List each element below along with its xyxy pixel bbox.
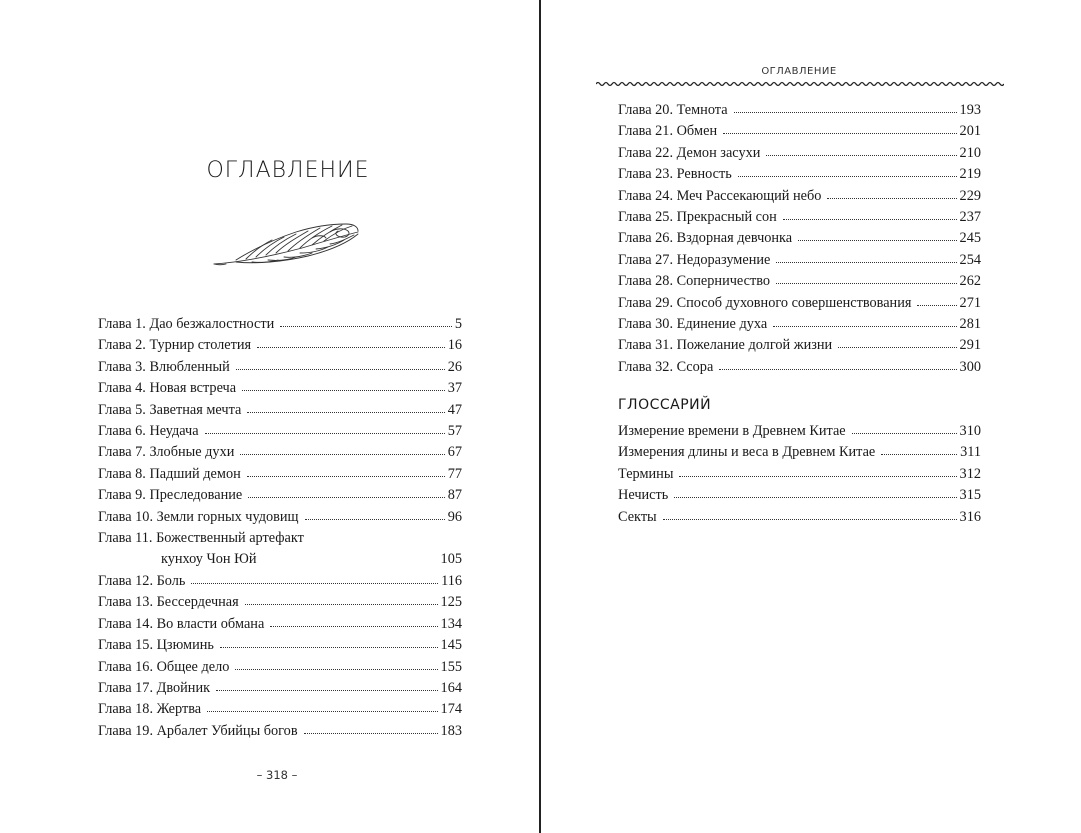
feather-icon bbox=[212, 218, 362, 278]
entry-label: Глава 25. Прекрасный сон bbox=[618, 209, 777, 226]
entry-label: Глава 15. Цзюминь bbox=[98, 637, 214, 654]
entry-label: Глава 9. Преследование bbox=[98, 487, 243, 504]
entry-label-continued: кунхоу Чон Юй bbox=[161, 551, 257, 568]
toc-entry[interactable] bbox=[98, 421, 462, 442]
leader-dots bbox=[304, 723, 438, 735]
toc-entry[interactable] bbox=[618, 271, 981, 292]
entry-label: Глава 23. Ревность bbox=[618, 166, 732, 183]
toc-entry[interactable] bbox=[618, 357, 981, 378]
entry-page: 245 bbox=[959, 230, 981, 247]
toc-entry[interactable] bbox=[98, 335, 462, 356]
leader-dots bbox=[852, 423, 957, 435]
toc-entry[interactable] bbox=[98, 507, 462, 528]
leader-dots bbox=[734, 102, 957, 114]
entry-page: 271 bbox=[959, 294, 981, 311]
entry-label: Глава 24. Меч Рассекающий небо bbox=[618, 187, 822, 204]
toc-entry[interactable] bbox=[618, 186, 981, 207]
entry-page: 262 bbox=[959, 273, 981, 290]
entry-label: Глава 12. Боль bbox=[98, 572, 186, 589]
leader-dots bbox=[663, 509, 957, 521]
entry-page: 281 bbox=[959, 316, 981, 333]
leader-dots bbox=[838, 337, 956, 349]
toc-entry[interactable] bbox=[618, 228, 981, 249]
entry-label: Глава 32. Ссора bbox=[618, 358, 714, 375]
right-page bbox=[541, 0, 1081, 833]
leader-dots bbox=[719, 359, 956, 371]
entry-label: Глава 28. Соперничество bbox=[618, 273, 771, 290]
entry-label: Глава 29. Способ духовного совершенствования bbox=[618, 294, 912, 311]
entry-page: 193 bbox=[959, 102, 981, 118]
leader-dots bbox=[917, 295, 956, 307]
toc-entry[interactable] bbox=[98, 442, 462, 463]
entry-page: 116 bbox=[441, 572, 462, 589]
entry-label: Секты bbox=[618, 508, 657, 525]
toc-entry[interactable] bbox=[98, 528, 462, 571]
entry-page: 311 bbox=[960, 444, 981, 461]
leader-dots bbox=[776, 273, 957, 285]
leader-dots bbox=[205, 423, 445, 435]
toc-entry[interactable] bbox=[618, 100, 981, 121]
entry-label: Глава 26. Вздорная девчонка bbox=[618, 230, 793, 247]
glossary-list bbox=[618, 421, 981, 528]
entry-label: Глава 3. Влюбленный bbox=[98, 358, 230, 375]
toc-entry[interactable] bbox=[618, 207, 981, 228]
toc-entry[interactable] bbox=[98, 592, 462, 613]
toc-entry[interactable] bbox=[98, 357, 462, 378]
entry-page: 77 bbox=[447, 465, 462, 482]
leader-dots bbox=[766, 145, 956, 157]
entry-page: 316 bbox=[959, 508, 981, 525]
entry-label: Глава 6. Неудача bbox=[98, 423, 199, 440]
entry-label: Глава 19. Арбалет Убийцы богов bbox=[98, 722, 298, 739]
entry-label: Глава 27. Недоразумение bbox=[618, 251, 771, 268]
leader-dots bbox=[305, 509, 445, 521]
leader-dots bbox=[247, 402, 444, 414]
entry-page: 47 bbox=[447, 401, 462, 418]
entry-page: 87 bbox=[447, 487, 462, 504]
entry-label: Глава 30. Единение духа bbox=[618, 316, 768, 333]
entry-label: Термины bbox=[618, 465, 674, 482]
entry-page: 183 bbox=[440, 722, 462, 739]
entry-page: 16 bbox=[447, 337, 462, 354]
toc-list bbox=[98, 314, 462, 742]
leader-dots bbox=[723, 123, 956, 135]
entry-page: 67 bbox=[447, 444, 462, 461]
entry-label: Глава 14. Во власти обмана bbox=[98, 615, 265, 632]
toc-entry[interactable] bbox=[618, 121, 981, 142]
glossary-heading: ГЛОССАРИЙ bbox=[618, 397, 712, 413]
toc-list bbox=[618, 100, 981, 378]
page-number: – 318 – bbox=[256, 768, 298, 782]
entry-page: 155 bbox=[440, 658, 462, 675]
leader-dots bbox=[247, 466, 445, 478]
entry-label: Глава 8. Падший демон bbox=[98, 465, 241, 482]
glossary-entry[interactable] bbox=[618, 421, 981, 442]
entry-page: 37 bbox=[447, 380, 462, 397]
leader-dots bbox=[240, 444, 444, 456]
leader-dots bbox=[245, 594, 438, 606]
entry-page: 96 bbox=[447, 508, 462, 525]
leader-dots bbox=[776, 252, 956, 264]
entry-page: 210 bbox=[959, 144, 981, 161]
leader-dots bbox=[263, 551, 438, 563]
entry-page: 310 bbox=[959, 423, 981, 439]
leader-dots bbox=[881, 444, 957, 456]
entry-page: 164 bbox=[440, 679, 462, 696]
entry-label: Глава 4. Новая встреча bbox=[98, 380, 237, 397]
leader-dots bbox=[207, 701, 437, 713]
toc-entry[interactable] bbox=[98, 314, 462, 335]
entry-label: Глава 22. Демон засухи bbox=[618, 144, 761, 161]
leader-dots bbox=[257, 337, 445, 349]
toc-entry[interactable] bbox=[618, 314, 981, 335]
entry-label: Глава 18. Жертва bbox=[98, 701, 202, 718]
left-page bbox=[0, 0, 539, 833]
glossary-entry[interactable] bbox=[618, 485, 981, 506]
toc-entry[interactable] bbox=[618, 143, 981, 164]
entry-label: Глава 21. Обмен bbox=[618, 123, 718, 140]
leader-dots bbox=[236, 359, 445, 371]
leader-dots bbox=[827, 188, 956, 200]
entry-label: Глава 2. Турнир столетия bbox=[98, 337, 252, 354]
leader-dots bbox=[679, 466, 956, 478]
leader-dots bbox=[674, 487, 956, 499]
entry-label: Нечисть bbox=[618, 487, 669, 504]
leader-dots bbox=[798, 230, 956, 242]
toc-entry[interactable] bbox=[618, 164, 981, 185]
entry-label: Глава 20. Темнота bbox=[618, 102, 728, 118]
entry-page: 105 bbox=[440, 551, 462, 568]
entry-page: 5 bbox=[454, 316, 462, 332]
leader-dots bbox=[191, 573, 438, 585]
entry-page: 125 bbox=[440, 594, 462, 611]
glossary-entry[interactable] bbox=[618, 507, 981, 528]
entry-page: 254 bbox=[959, 251, 981, 268]
toc-entry[interactable] bbox=[618, 250, 981, 271]
entry-page: 174 bbox=[440, 701, 462, 718]
entry-label: Глава 10. Земли горных чудовищ bbox=[98, 508, 299, 525]
entry-page: 300 bbox=[959, 358, 981, 375]
toc-entry[interactable] bbox=[98, 378, 462, 399]
entry-page: 57 bbox=[447, 423, 462, 440]
leader-dots bbox=[242, 380, 445, 392]
toc-entry[interactable] bbox=[98, 464, 462, 485]
toc-entry[interactable] bbox=[98, 657, 462, 678]
leader-dots bbox=[270, 616, 437, 628]
entry-label: Глава 11. Божественный артефакт bbox=[98, 530, 304, 547]
entry-label: Глава 1. Дао безжалостности bbox=[98, 316, 275, 332]
toc-entry[interactable] bbox=[98, 614, 462, 635]
wavy-divider bbox=[596, 80, 1004, 88]
entry-label: Глава 5. Заветная мечта bbox=[98, 401, 242, 418]
leader-dots bbox=[738, 166, 957, 178]
entry-page: 315 bbox=[959, 487, 981, 504]
entry-page: 291 bbox=[959, 337, 981, 354]
entry-label: Глава 31. Пожелание долгой жизни bbox=[618, 337, 833, 354]
toc-entry[interactable] bbox=[618, 293, 981, 314]
entry-label: Глава 13. Бессердечная bbox=[98, 594, 239, 611]
toc-entry[interactable] bbox=[98, 485, 462, 506]
toc-entry[interactable] bbox=[98, 635, 462, 656]
entry-page: 219 bbox=[959, 166, 981, 183]
leader-dots bbox=[216, 680, 437, 692]
entry-label: Глава 17. Двойник bbox=[98, 679, 211, 696]
leader-dots bbox=[280, 316, 452, 328]
entry-page: 229 bbox=[959, 187, 981, 204]
entry-page: 312 bbox=[959, 465, 981, 482]
entry-label: Измерения длины и веса в Древнем Китае bbox=[618, 444, 876, 461]
toc-entry[interactable] bbox=[618, 335, 981, 356]
glossary-entry[interactable] bbox=[618, 464, 981, 485]
entry-page: 145 bbox=[440, 637, 462, 654]
entry-label: Глава 7. Злобные духи bbox=[98, 444, 235, 461]
entry-page: 201 bbox=[959, 123, 981, 140]
running-head: ОГЛАВЛЕНИЕ bbox=[761, 66, 837, 77]
entry-label: Измерение времени в Древнем Китае bbox=[618, 423, 846, 439]
glossary-entry[interactable] bbox=[618, 442, 981, 463]
toc-entry[interactable] bbox=[98, 400, 462, 421]
leader-dots bbox=[248, 487, 444, 499]
toc-entry[interactable] bbox=[98, 678, 462, 699]
entry-page: 26 bbox=[447, 358, 462, 375]
entry-page: 134 bbox=[440, 615, 462, 632]
entry-page: 237 bbox=[959, 209, 981, 226]
toc-entry[interactable] bbox=[98, 571, 462, 592]
toc-entry[interactable] bbox=[98, 721, 462, 742]
entry-label: Глава 16. Общее дело bbox=[98, 658, 230, 675]
leader-dots bbox=[783, 209, 957, 221]
toc-entry[interactable] bbox=[98, 699, 462, 720]
page-title: ОГЛАВЛЕНИЕ bbox=[206, 158, 370, 183]
leader-dots bbox=[220, 637, 438, 649]
leader-dots bbox=[773, 316, 956, 328]
leader-dots bbox=[235, 659, 437, 671]
